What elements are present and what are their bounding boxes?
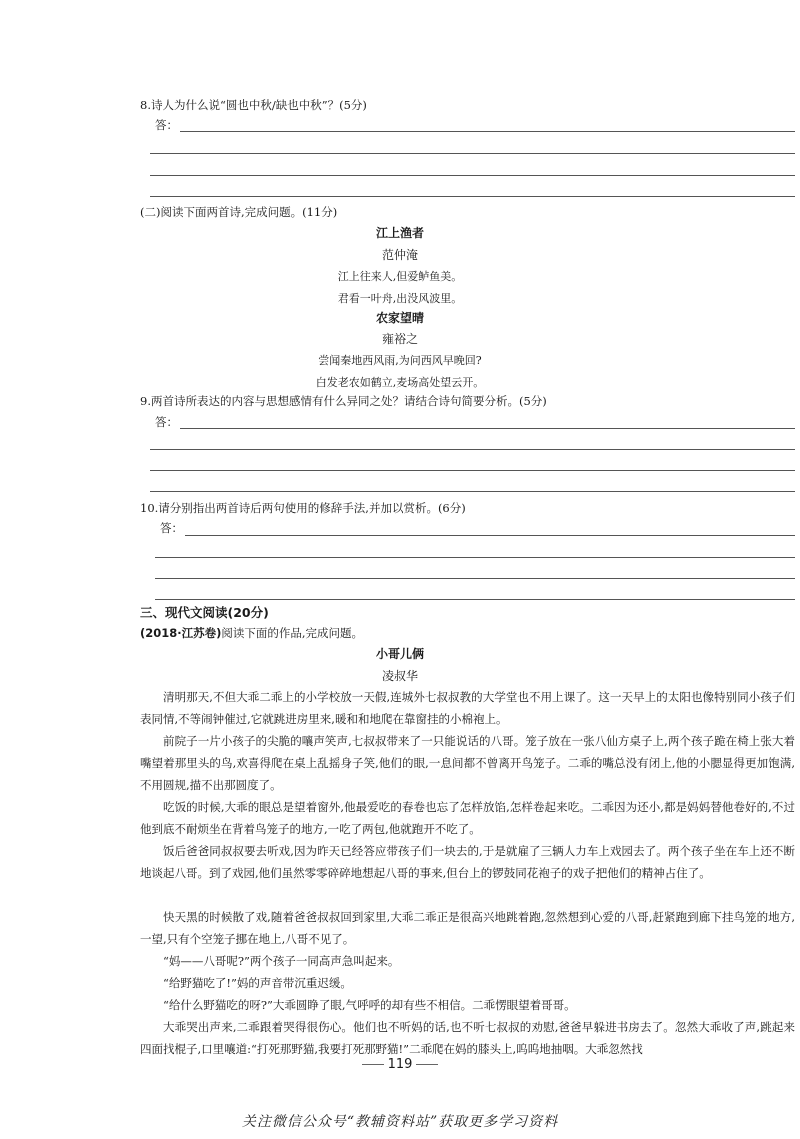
answer-line-10-2[interactable]	[155, 557, 795, 558]
question-9: 9.两首诗所表达的内容与思想感情有什么异同之处？请结合诗句简要分析。(5分)	[140, 394, 547, 408]
story-title: 小哥儿俩	[375, 647, 424, 661]
answer-line-8-2[interactable]	[150, 153, 795, 154]
poem-2-line-2: 白发老农如鹤立,麦场高处望云开。	[315, 376, 485, 389]
source-line	[140, 625, 363, 641]
answer-label-9: 答：	[155, 415, 178, 429]
answer-label-10: 答：	[160, 521, 183, 535]
footer-note: 关注微信公众号“教辅资料站”获取更多学习资料	[241, 1114, 559, 1130]
answer-line-9-4[interactable]	[150, 491, 795, 492]
poem-1-line-1: 江上往来人,但爱鲈鱼美。	[337, 270, 463, 283]
answer-line-9-2[interactable]	[150, 449, 795, 450]
page-number: 119	[387, 1057, 413, 1072]
poem-2-author: 雍裕之	[381, 332, 418, 346]
question-10: 10.请分别指出两首诗后两句使用的修辞手法,并加以赏析。(6分)	[140, 501, 466, 515]
question-8: 8.诗人为什么说“圆也中秋/缺也中秋”？(5分)	[140, 98, 367, 112]
story-paragraph-2: 前院子一片小孩子的尖脆的嚷声笑声,七叔叔带来了一只能说话的八哥。笼子放在一张八仙方桌子上,两个孩子跪在椅上张大着嘴望着那里头的鸟,欢喜得爬在桌上乱摇身子笑,他们的眼,一息间都不曾离开鸟笼子。二乖的嘴总没有闭上,他的小腮显得更加饱满,不用圆规,描不出那圆度了。	[140, 734, 795, 792]
poem-2-title: 农家望晴	[375, 311, 424, 325]
poem-2-line-1: 尝闻秦地西风雨,为问西风早晚回?	[318, 354, 482, 367]
poem-1-author: 范仲淹	[381, 248, 418, 262]
answer-line-8-4[interactable]	[150, 196, 795, 197]
story-paragraph-1: 清明那天,不但大乖二乖上的小学校放一天假,连城外七叔叔教的大学堂也不用上课了。这一天早上的太阳也像特别同小孩子们表同情,不等闹钟催过,它就跳进房里来,暖和和地爬在靠窗挂的小棉袍上。	[140, 690, 795, 726]
answer-line-10-1[interactable]	[185, 535, 795, 536]
answer-line-10-3[interactable]	[155, 578, 795, 579]
source-instruction: 阅读下面的作品,完成问题。	[221, 626, 364, 640]
answer-line-9-1[interactable]	[180, 428, 795, 429]
page-number-row	[0, 1057, 800, 1072]
page-dash-left	[362, 1064, 384, 1065]
answer-line-8-1[interactable]	[180, 131, 795, 132]
story-paragraph-3: 吃饭的时候,大乖的眼总是望着窗外,他最爱吃的春卷也忘了怎样放馅,怎样卷起来吃。二乖因为还小,都是妈妈替他卷好的,不过他到底不耐烦坐在背着鸟笼子的地方,一吃了两包,他就跑开不吃了。	[140, 800, 795, 836]
story-paragraph-9: 大乖哭出声来,二乖跟着哭得很伤心。他们也不听妈的话,也不听七叔叔的劝慰,爸爸早躲进书房去了。忽然大乖收了声,跳起来四面找棍子,口里嚷道:“打死那野猫,我要打死那野猫!”二乖爬在妈的膝头上,呜呜地抽咽。大乖忽然找	[140, 1020, 795, 1056]
story-paragraph-8: “给什么野猫吃的呀?”大乖圆睁了眼,气呼呼的却有些不相信。二乖愣眼望着哥哥。	[163, 998, 576, 1012]
section-2-heading: (二)阅读下面两首诗,完成问题。(11分)	[140, 205, 338, 219]
story-paragraph-6: “妈——八哥呢?”两个孩子一同高声急叫起来。	[163, 954, 400, 968]
poem-1-title: 江上渔者	[375, 226, 424, 240]
answer-line-10-4[interactable]	[155, 599, 795, 600]
story-author: 凌叔华	[381, 669, 418, 683]
section-3-heading: 三、现代文阅读(20分)	[140, 605, 269, 620]
story-paragraph-5: 快天黑的时候散了戏,随着爸爸叔叔回到家里,大乖二乖正是很高兴地跳着跑,忽然想到心爱的八哥,赶紧跑到廊下挂鸟笼的地方,一望,只有个空笼子挪在地上,八哥不见了。	[140, 910, 795, 946]
answer-line-8-3[interactable]	[150, 175, 795, 176]
page-dash-right	[416, 1064, 438, 1065]
answer-label-8: 答：	[155, 118, 178, 132]
answer-line-9-3[interactable]	[150, 470, 795, 471]
poem-1-line-2: 君看一叶舟,出没风波里。	[337, 292, 463, 305]
source-tag: (2018·江苏卷)	[140, 626, 222, 640]
story-paragraph-7: “给野猫吃了!”妈的声音带沉重迟缓。	[163, 976, 352, 990]
story-paragraph-4: 饭后爸爸同叔叔要去听戏,因为昨天已经答应带孩子们一块去的,于是就雇了三辆人力车上戏园去了。两个孩子坐在车上还不断地谈起八哥。到了戏园,他们虽然零零碎碎地想起八哥的事来,但台上的锣鼓同花袍子的戏子把他们的精神占住了。	[140, 844, 795, 880]
